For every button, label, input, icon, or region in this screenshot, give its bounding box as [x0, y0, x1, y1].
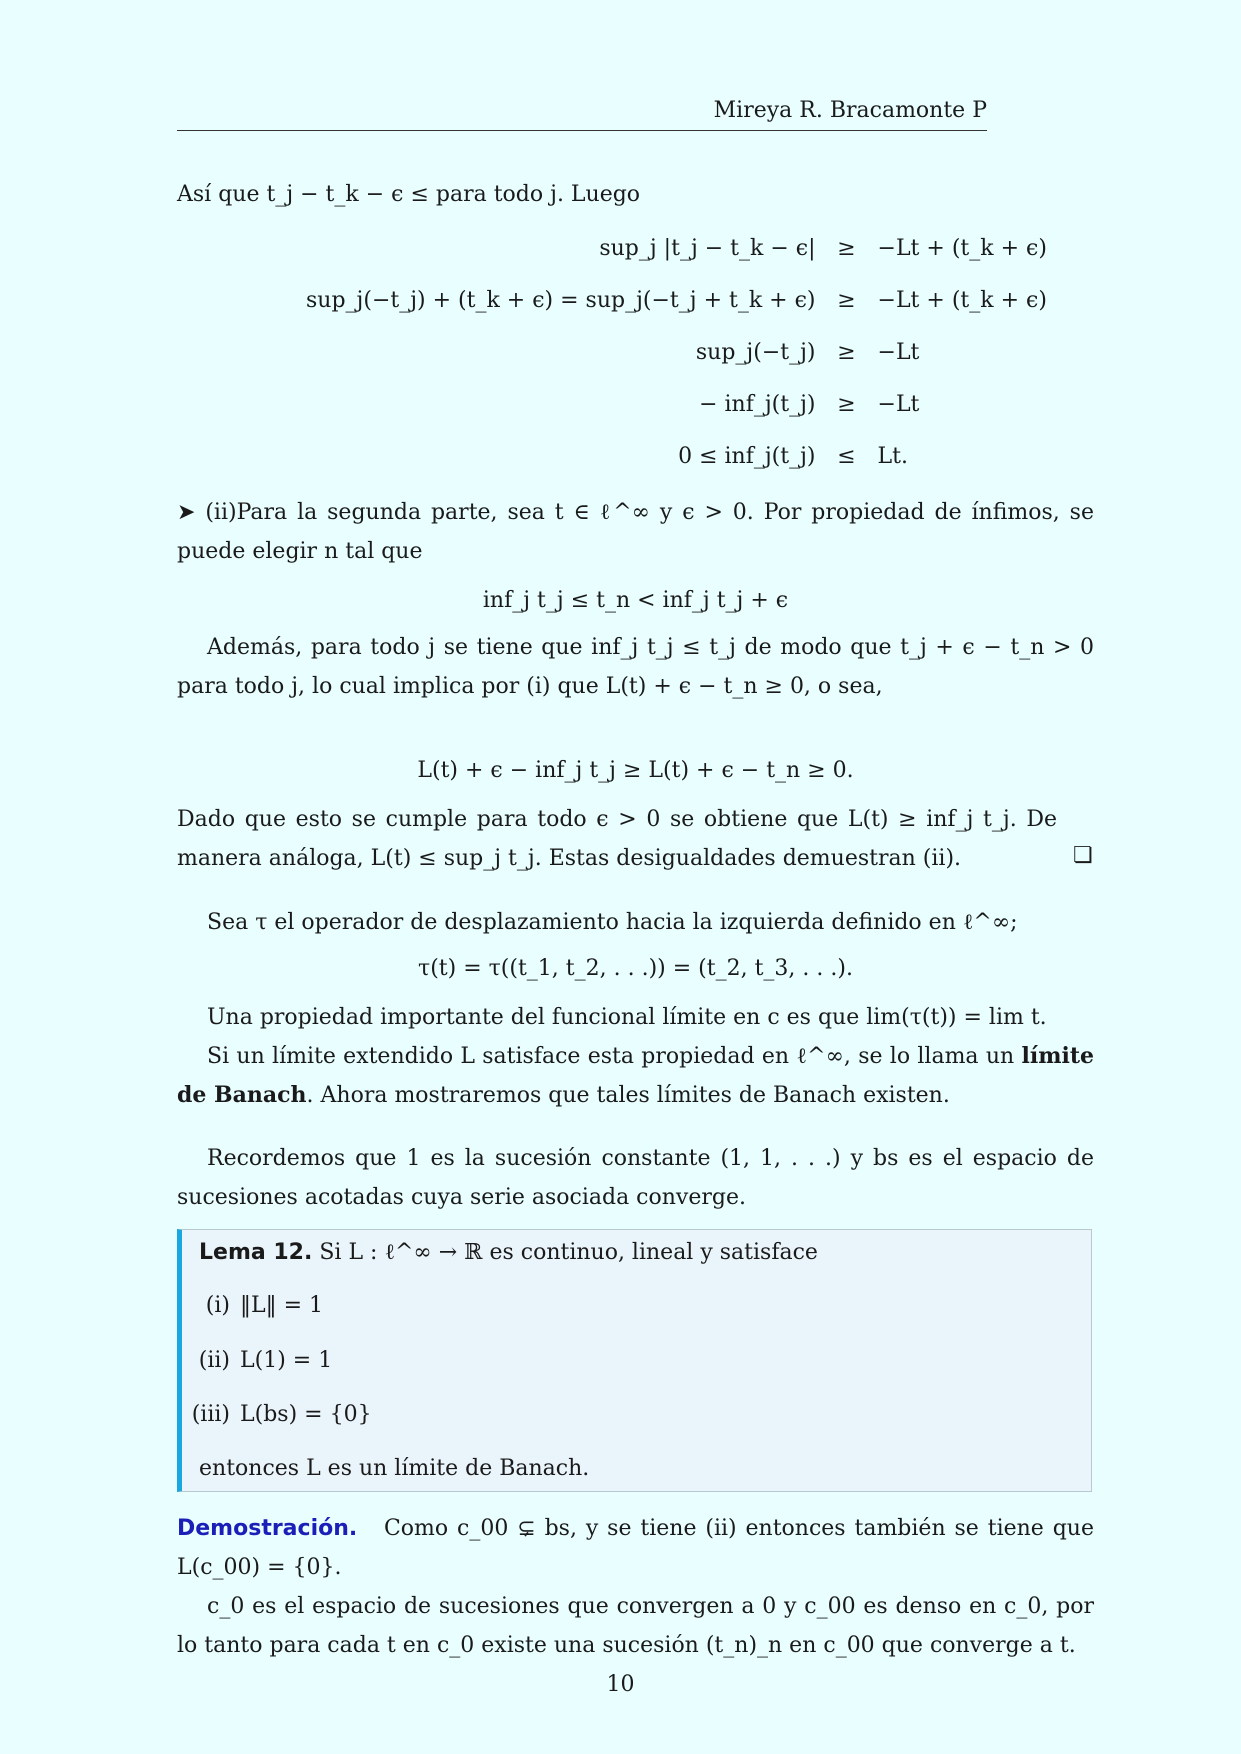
lemma-item-number: (i) [205, 1293, 230, 1318]
equation-rhs: −Lt + (t_k + ϵ) [877, 235, 1047, 261]
equation-lhs: sup_j |t_j − t_k − ϵ| [599, 235, 816, 261]
header-rule [177, 130, 987, 131]
lemma-statement-line [199, 1239, 818, 1265]
paragraph-intro: Así que t_j − t_k − ϵ ≤ para todo j. Luego [177, 182, 641, 207]
lemma-item-number: (ii) [198, 1348, 230, 1373]
lemma-item-text: ‖L‖ = 1 [240, 1293, 324, 1318]
equation-relation: ≥ [837, 339, 856, 365]
proof-text: Como c_00 ⊊ bs, y se tiene (ii) entonces también se tiene que L(c_00) = {0}. [177, 1516, 1094, 1580]
defined-term: límite de Banach [177, 1043, 1094, 1108]
lemma-item [182, 1348, 332, 1373]
equation-rhs: −Lt [877, 339, 920, 365]
aligned-equations [300, 222, 1053, 482]
equation-row [300, 378, 1053, 430]
text-run: Si un límite extendido L satisface esta propiedad en ℓ^∞, se lo llama un [207, 1044, 1015, 1069]
lemma-item-number: (iii) [191, 1402, 230, 1427]
display-equation: L(t) + ϵ − inf_j t_j ≥ L(t) + ϵ − t_n ≥ 0. [417, 758, 854, 783]
equation-lhs: 0 ≤ inf_j(t_j) [678, 443, 816, 469]
equation-row [300, 222, 1053, 274]
lemma-title: Lema 12. [199, 1240, 313, 1265]
lemma-item [182, 1293, 323, 1318]
paragraph-dado-que: Dado que esto se cumple para todo ϵ > 0 se obtiene que L(t) ≥ inf_j t_j. De manera análoga, L(t) ≤ sup_j t_j. Estas desigualdades demuestran (ii). [177, 807, 1057, 871]
equation-relation: ≤ [837, 443, 856, 469]
paragraph-limit-property: Una propiedad importante del funcional límite en c es que lim(τ(t)) = lim t. [207, 1005, 1047, 1030]
equation-relation: ≥ [837, 235, 856, 261]
proof-title: Demostración. [177, 1516, 358, 1541]
page-number: 10 [606, 1672, 635, 1697]
lemma-item-text: L(bs) = {0} [240, 1402, 372, 1427]
paragraph-c0-dense: c_0 es el espacio de sucesiones que convergen a 0 y c_00 es denso en c_0, por lo tanto para cada t en c_0 existe una sucesión (t_n)_n en c_00 que converge a t. [177, 1594, 1094, 1658]
paragraph-shift-operator: Sea τ el operador de desplazamiento hacia la izquierda definido en ℓ^∞; [207, 910, 1018, 935]
equation-row [300, 274, 1053, 326]
proof-paragraph [177, 1509, 1094, 1587]
lemma-box [177, 1229, 1092, 1492]
equation-rhs: −Lt [877, 391, 920, 417]
lemma-item [182, 1402, 372, 1427]
equation-lhs: sup_j(−t_j) [695, 339, 816, 365]
equation-relation: ≥ [837, 287, 856, 313]
display-equation: τ(t) = τ((t_1, t_2, . . .)) = (t_2, t_3, . . .). [418, 956, 853, 981]
lemma-statement: Si L : ℓ^∞ → ℝ es continuo, lineal y satisface [319, 1240, 818, 1265]
display-equation: inf_j t_j ≤ t_n < inf_j t_j + ϵ [482, 588, 789, 613]
paragraph-banach-limit [177, 1037, 1094, 1115]
equation-rhs: Lt. [877, 443, 908, 469]
equation-lhs: − inf_j(t_j) [699, 391, 816, 417]
running-header: Mireya R. Bracamonte P [713, 98, 987, 123]
equation-row [300, 326, 1053, 378]
text-run: . Ahora mostraremos que tales límites de Banach existen. [306, 1083, 950, 1108]
equation-relation: ≥ [837, 391, 856, 417]
qed-symbol: ❏ [1073, 843, 1093, 868]
paragraph-part-ii: ➤ (ii)Para la segunda parte, sea t ∈ ℓ^∞ y ϵ > 0. Por propiedad de ínfimos, se puede elegir n tal que [177, 500, 1094, 564]
equation-lhs: sup_j(−t_j) + (t_k + ϵ) = sup_j(−t_j + t_k + ϵ) [306, 287, 816, 313]
equation-rhs: −Lt + (t_k + ϵ) [877, 287, 1047, 313]
equation-row [300, 430, 1053, 482]
paragraph-recordemos: Recordemos que 1 es la sucesión constante (1, 1, . . .) y bs es el espacio de sucesiones acotadas cuya serie asociada converge. [177, 1146, 1094, 1210]
lemma-conclusion: entonces L es un límite de Banach. [199, 1456, 590, 1481]
lemma-item-text: L(1) = 1 [240, 1348, 333, 1373]
paragraph-ademas: Además, para todo j se tiene que inf_j t_j ≤ t_j de modo que t_j + ϵ − t_n > 0 para todo j, lo cual implica por (i) que L(t) + ϵ − t_n ≥ 0, o sea, [177, 635, 1094, 699]
